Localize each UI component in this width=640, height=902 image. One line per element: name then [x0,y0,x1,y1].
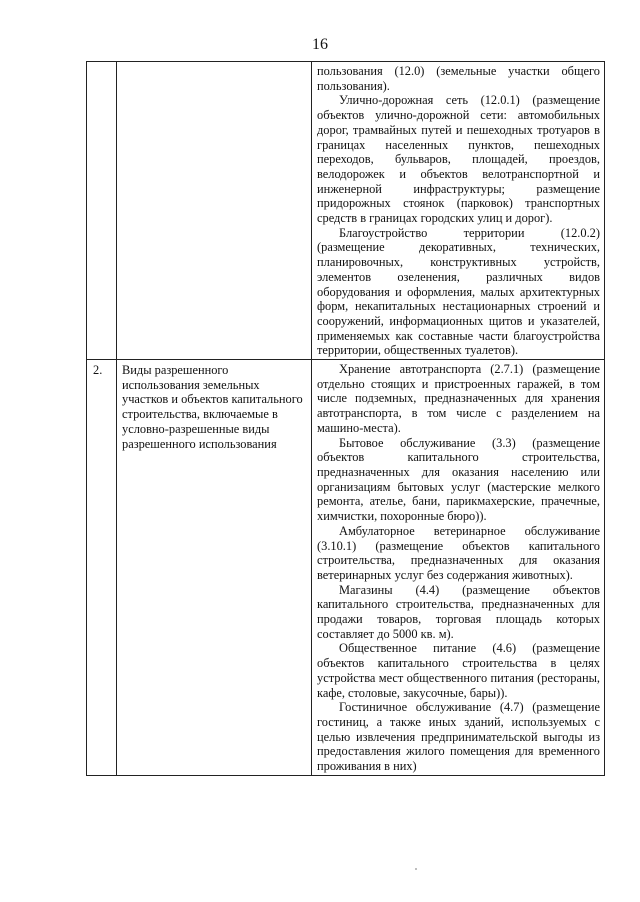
scan-speck [415,868,417,870]
row-number [87,62,117,360]
permitted-use-paragraph: Общественное питание (4.6) (размещение объектов капитального строительства в целях устройства мест общественного питания (рестораны, кафе, столовые, закусочные, бары)). [317,641,600,700]
permitted-uses-cell [312,62,605,360]
table-row [87,360,605,776]
page-number: 16 [312,36,328,53]
permitted-use-paragraph: Благоустройство территории (12.0.2) (размещение декоративных, технических, планировочных, конструктивных устройств, элементов озеленения, различных видов оборудования и оформления, малых архитектурных форм, некапитальных нестационарных строений и сооружений, информационных щитов и указателей, применяемых как составные части благоустройства территории, общественных туалетов). [317,225,600,358]
permitted-use-paragraph: пользования (12.0) (земельные участки общего пользования). [317,64,600,93]
use-category-description: Виды разрешенного использования земельных участков и объектов капитального строительства, включаемые в условно-разрешенные виды разрешенного использования [117,360,312,776]
permitted-use-paragraph: Амбулаторное ветеринарное обслуживание (3.10.1) (размещение объектов капитального строительства, предназначенных для оказания ветеринарных услуг без содержания животных). [317,523,600,582]
permitted-use-paragraph: Хранение автотранспорта (2.7.1) (размещение отдельно стоящих и пристроенных гаражей, в том числе подземных, предназначенных для хранения автотранспорта, в том числе с разделением на машино-места). [317,362,600,435]
table-row [87,62,605,360]
row-number: 2. [87,360,117,776]
permitted-use-paragraph: Бытовое обслуживание (3.3) (размещение объектов капитального строительства, предназначенных для оказания населению или организациям бытовых услуг (мастерские мелкого ремонта, ателье, бани, парикмахерские, прачечные, химчистки, похоронные бюро)). [317,435,600,524]
permitted-use-paragraph: Гостиничное обслуживание (4.7) (размещение гостиниц, а также иных зданий, используемых с целью извлечения предпринимательской выгоды из предоставления жилого помещения для временного проживания в них) [317,700,600,774]
permitted-uses-cell [312,360,605,776]
permitted-use-paragraph: Магазины (4.4) (размещение объектов капитального строительства, предназначенных для продажи товаров, торговая площадь которых составляет до 5000 кв. м). [317,582,600,641]
permitted-use-paragraph: Улично-дорожная сеть (12.0.1) (размещение объектов улично-дорожной сети: автомобильных дорог, трамвайных путей и пешеходных тротуаров в границах населенных пунктов, пешеходных переходов, бульваров, площадей, проездов, велодорожек и объектов велотранспортной и инженерной инфраструктуры; размещение придорожных стоянок (парковок) транспортных средств в границах городских улиц и дорог). [317,93,600,226]
table-body [87,62,605,776]
land-use-table [86,61,605,776]
use-category-description [117,62,312,360]
